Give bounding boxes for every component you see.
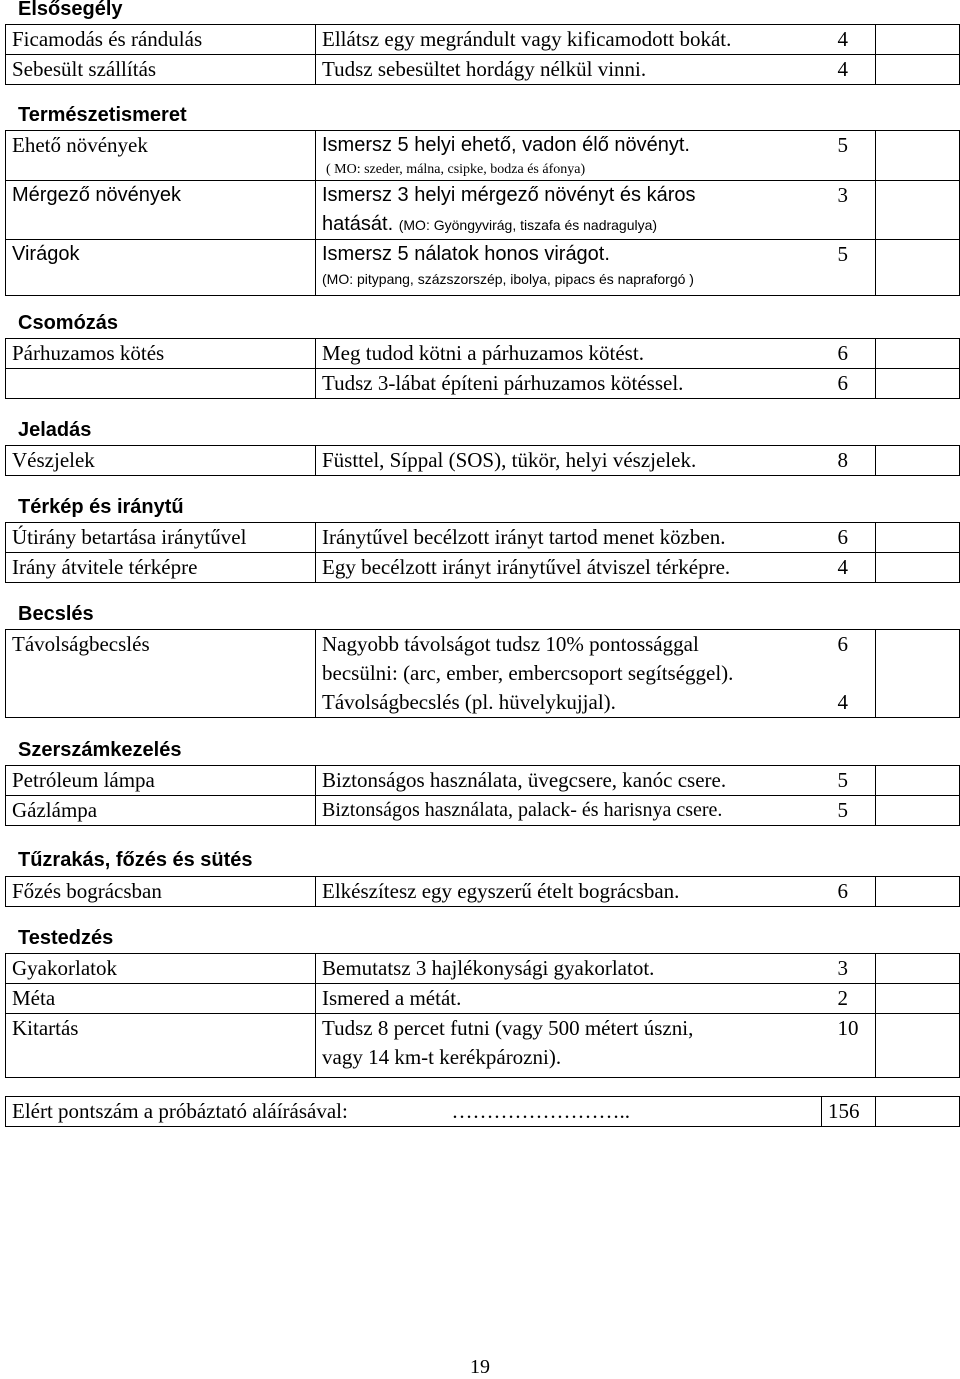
skill-note: ( MO: szeder, málna, csipke, bodza és áfonya) [326, 162, 586, 177]
section-title: Szerszámkezelés [18, 739, 182, 761]
total-label: Elért pontszám a próbáztató aláírásával: [6, 1097, 446, 1127]
table-row [6, 984, 960, 1014]
total-row [6, 1097, 960, 1127]
score-box [876, 55, 960, 85]
score-box [876, 369, 960, 399]
skill-desc: Biztonságos használata, palack- és harisnya csere. [316, 796, 832, 826]
score-box [876, 1014, 960, 1078]
skill-desc: Tudsz sebesültet hordágy nélkül vinni. [316, 55, 832, 85]
skill-score: 4 [832, 553, 876, 583]
section-title: Természetismeret [18, 104, 187, 126]
skill-desc: Füsttel, Síppal (SOS), tükör, helyi vészjelek. [316, 446, 832, 476]
skill-score: 3 [832, 181, 876, 240]
table-row [6, 954, 960, 984]
total-table [5, 1096, 960, 1127]
skill-score: 3 [832, 954, 876, 984]
score-box [876, 954, 960, 984]
skill-name: Méta [6, 984, 316, 1014]
skill-name: Gyakorlatok [6, 954, 316, 984]
skill-desc: Bemutatsz 3 hajlékonysági gyakorlatot. [316, 954, 832, 984]
skill-score: 6 [832, 339, 876, 369]
table-row [6, 766, 960, 796]
skill-desc: Meg tudod kötni a párhuzamos kötést. [316, 339, 832, 369]
skills-table [5, 130, 960, 296]
skill-name [6, 369, 316, 399]
score-box [876, 796, 960, 826]
section-title: Térkép és iránytű [18, 496, 184, 518]
skills-table [5, 765, 960, 826]
skill-desc: Ismersz 3 helyi mérgező növényt és káros [322, 184, 696, 206]
score-box [876, 984, 960, 1014]
skill-score: 2 [832, 984, 876, 1014]
section-title: Csomózás [18, 312, 119, 334]
table-row [6, 877, 960, 907]
skill-score: 10 [832, 1014, 876, 1078]
score-box [876, 181, 960, 240]
skill-name: Ehető növények [6, 131, 316, 181]
table-row [6, 369, 960, 399]
score-box [876, 553, 960, 583]
skill-score: 5 [832, 240, 876, 296]
table-row [6, 55, 960, 85]
skills-table [5, 629, 960, 718]
skill-score: 5 [832, 766, 876, 796]
section-title: Becslés [18, 603, 94, 625]
skills-table [5, 953, 960, 1078]
skill-score: 4 [832, 25, 876, 55]
skill-desc: Tudsz 3-lábat építeni párhuzamos kötéssel. [316, 369, 832, 399]
skill-desc: Távolságbecslés (pl. hüvelykujjal). [316, 688, 832, 718]
score-box [876, 1097, 960, 1127]
skill-desc-2: hatását. [322, 213, 394, 235]
skills-table [5, 338, 960, 399]
section-title: Tűzrakás, főzés és sütés [18, 849, 253, 871]
skill-name: Főzés bográcsban [6, 877, 316, 907]
skill-name: Távolságbecslés [6, 630, 316, 718]
score-box [876, 339, 960, 369]
table-row [6, 523, 960, 553]
skill-desc: Ismersz 5 helyi ehető, vadon élő növényt. [322, 134, 690, 156]
skill-score: 4 [832, 55, 876, 85]
skill-desc: Egy becélzott irányt iránytűvel átviszel térképre. [316, 553, 832, 583]
skills-table [5, 522, 960, 583]
skill-desc-2: becsülni: (arc, ember, embercsoport segítséggel). [322, 661, 734, 685]
skill-desc: Biztonságos használata, üvegcsere, kanóc csere. [316, 766, 832, 796]
skill-name: Ficamodás és rándulás [6, 25, 316, 55]
score-box [876, 446, 960, 476]
table-row [6, 181, 960, 240]
skill-desc: Ismersz 5 nálatok honos virágot. [322, 243, 610, 265]
skill-name: Vészjelek [6, 446, 316, 476]
score-box [876, 877, 960, 907]
section-title: Elsősegély [18, 0, 123, 20]
skill-score: 6 [832, 630, 876, 689]
table-row [6, 25, 960, 55]
table-row [6, 553, 960, 583]
skill-desc: Ellátsz egy megrándult vagy kificamodott bokát. [316, 25, 832, 55]
skill-desc: Nagyobb távolságot tudsz 10% pontossággal [322, 632, 699, 656]
table-row [6, 339, 960, 369]
score-box [876, 25, 960, 55]
score-box [876, 523, 960, 553]
skills-table [5, 24, 960, 85]
skill-score: 6 [832, 523, 876, 553]
total-score: 156 [822, 1097, 876, 1127]
skill-score: 6 [832, 369, 876, 399]
skill-score: 5 [832, 131, 876, 181]
skill-name: Irány átvitele térképre [6, 553, 316, 583]
skill-score: 8 [832, 446, 876, 476]
score-box [876, 766, 960, 796]
score-box [876, 630, 960, 718]
skill-name: Petróleum lámpa [6, 766, 316, 796]
table-row [6, 446, 960, 476]
skill-name: Virágok [6, 240, 316, 296]
skill-name: Párhuzamos kötés [6, 339, 316, 369]
skill-score: 6 [832, 877, 876, 907]
skill-score: 4 [832, 688, 876, 718]
score-box [876, 240, 960, 296]
table-row [6, 240, 960, 296]
skill-desc: Elkészítesz egy egyszerű ételt bográcsban. [316, 877, 832, 907]
section-title: Jeladás [18, 419, 92, 441]
skills-table [5, 876, 960, 907]
skill-name: Útirány betartása iránytűvel [6, 523, 316, 553]
score-box [876, 131, 960, 181]
skill-desc: Tudsz 8 percet futni (vagy 500 métert úszni, [322, 1016, 694, 1040]
table-row [6, 1014, 960, 1078]
skill-name: Sebesült szállítás [6, 55, 316, 85]
skill-name: Kitartás [6, 1014, 316, 1078]
page-number: 19 [470, 1356, 490, 1378]
skill-note: (MO: Gyöngyvirág, tiszafa és nadragulya) [398, 217, 658, 233]
skill-desc-2: vagy 14 km-t kerékpározni). [322, 1045, 562, 1069]
skills-table [5, 445, 960, 476]
table-row [6, 131, 960, 181]
table-row [6, 796, 960, 826]
skill-desc: Ismered a métát. [316, 984, 832, 1014]
skill-desc: Iránytűvel becélzott irányt tartod menet közben. [316, 523, 832, 553]
skill-note: (MO: pitypang, százszorszép, ibolya, pipacs és napraforgó ) [322, 271, 694, 287]
section-title: Testedzés [18, 927, 114, 949]
table-row [6, 630, 960, 689]
skill-name: Gázlámpa [6, 796, 316, 826]
signature-dots: …………………….. [446, 1097, 822, 1127]
skill-name: Mérgező növények [6, 181, 316, 240]
skill-score: 5 [832, 796, 876, 826]
